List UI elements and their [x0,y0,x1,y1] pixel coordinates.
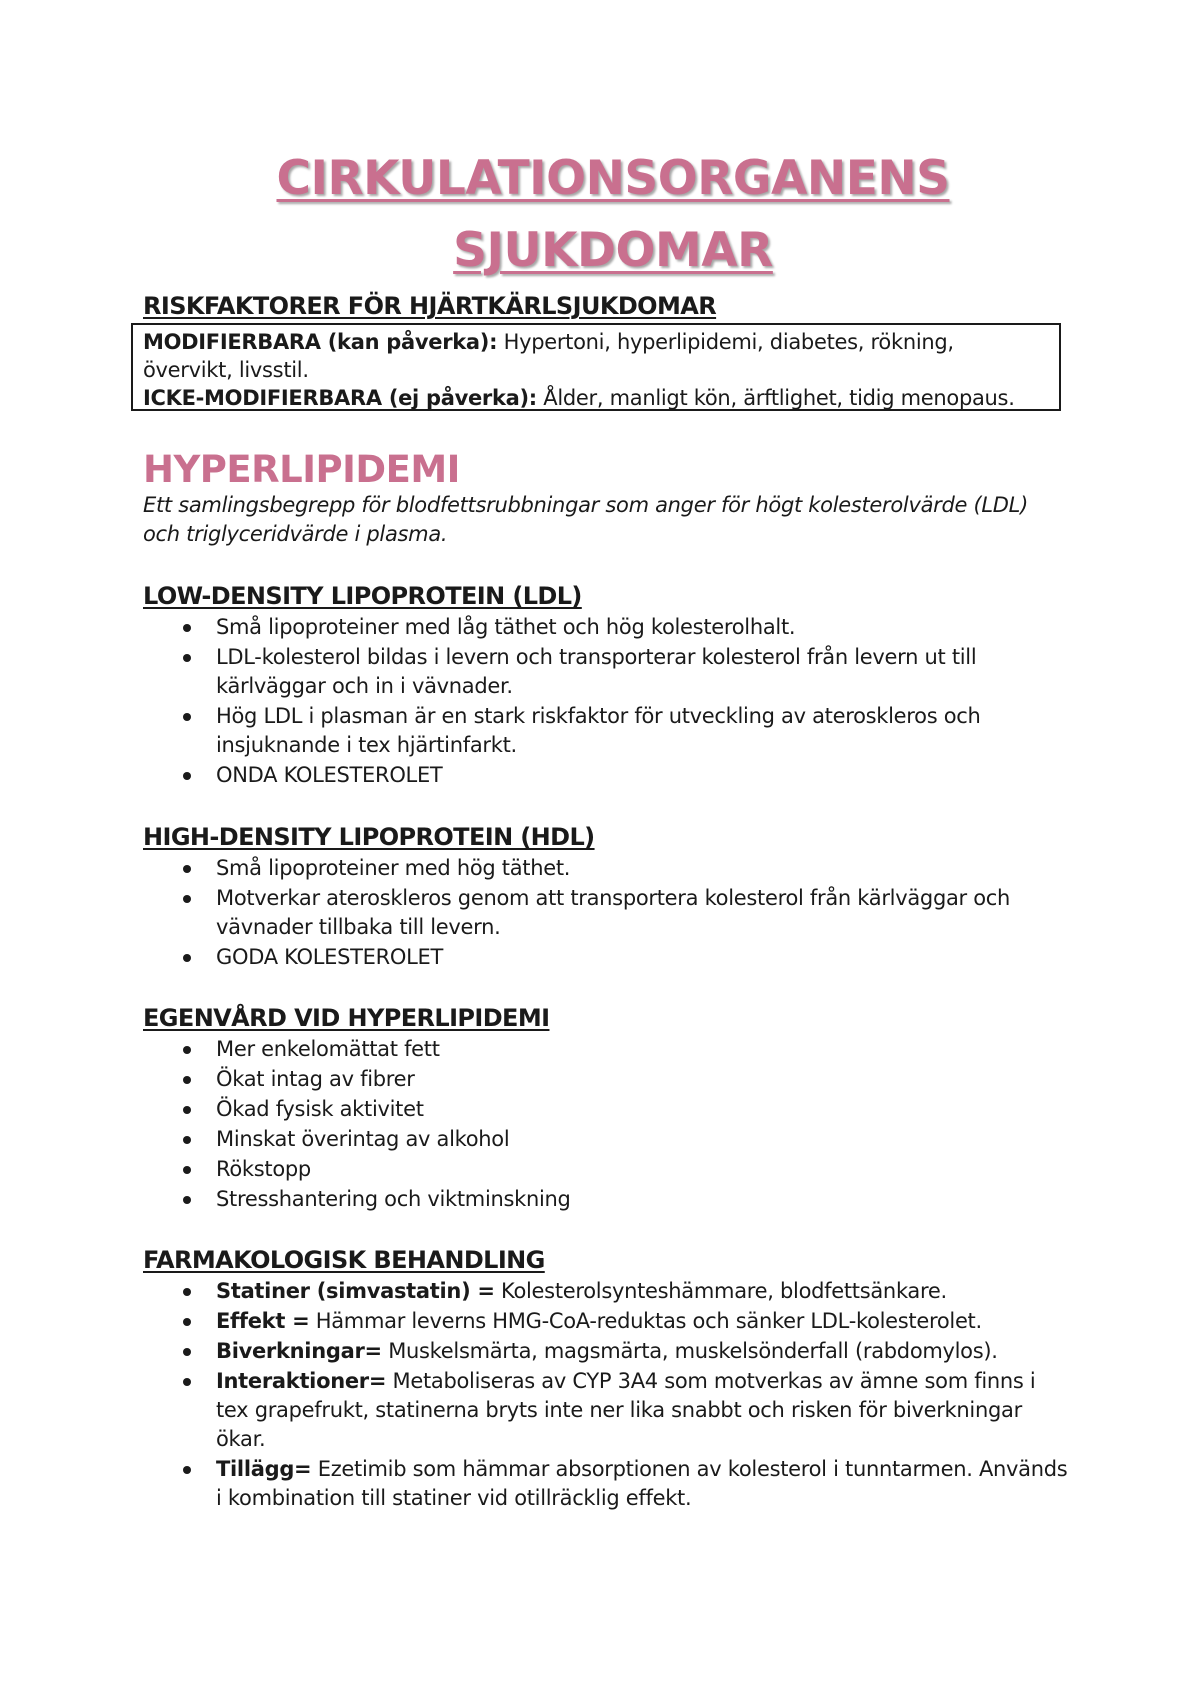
modifiable-label: MODIFIERBARA (kan påverka): [143,330,498,354]
ldl-list [143,613,1073,791]
hyperlipidemi-definition: Ett samlingsbegrepp för blodfettsrubbningar som anger för högt kolesterolvärde (LDL) och triglyceridvärde i plasma. [143,493,1028,546]
item-text: Metaboliseras av CYP 3A4 som motverkas av ämne som finns i tex grapefrukt, statinerna bryts inte ner lika snabbt och risken för biverkningar ökar. [216,1369,1036,1451]
item-label: Biverkningar= [216,1339,382,1363]
item-text: Ezetimib som hämmar absorptionen av kolesterol i tunntarmen. Används i kombination till statiner vid otillräcklig effekt. [216,1457,1068,1510]
item-label: Effekt = [216,1309,310,1333]
egenvard-heading: EGENVÅRD VID HYPERLIPIDEMI [143,1004,550,1032]
list-item: Små lipoproteiner med låg täthet och hög kolesterolhalt. [143,613,1073,642]
list-item [143,1337,1073,1366]
modifiable-row [143,328,1049,384]
list-item: Stresshantering och viktminskning [143,1185,1073,1214]
farmakologisk-heading: FARMAKOLOGISK BEHANDLING [143,1246,545,1274]
list-item: Rökstopp [143,1155,1073,1184]
list-item: LDL-kolesterol bildas i levern och transporterar kolesterol från levern ut till kärlväggar och in i vävnader. [143,643,1073,701]
item-text: Hämmar leverns HMG-CoA-reduktas och sänker LDL-kolesterolet. [309,1309,982,1333]
list-item: Minskat överintag av alkohol [143,1125,1073,1154]
list-item [143,1277,1073,1306]
hyperlipidemi-heading: HYPERLIPIDEMI [143,448,460,491]
nonmodifiable-row [143,384,1049,412]
list-item: Mer enkelomättat fett [143,1035,1073,1064]
item-label: Tillägg= [216,1457,312,1481]
list-item: Hög LDL i plasman är en stark riskfaktor för utveckling av ateroskleros och insjuknande i tex hjärtinfarkt. [143,702,1073,760]
list-item [143,1367,1073,1454]
hdl-heading: HIGH-DENSITY LIPOPROTEIN (HDL) [143,823,595,851]
list-item: Små lipoproteiner med hög täthet. [143,854,1073,883]
list-item [143,1455,1073,1513]
risk-heading: RISKFAKTORER FÖR HJÄRTKÄRLSJUKDOMAR [143,292,717,320]
risk-factors-box [131,323,1061,411]
list-item: Motverkar ateroskleros genom att transportera kolesterol från kärlväggar och vävnader tillbaka till levern. [143,884,1073,942]
item-text: Kolesterolsynteshämmare, blodfettsänkare. [494,1279,947,1303]
modifiable-text: Hypertoni, hyperlipidemi, diabetes, rökning, övervikt, livsstil. [143,330,954,382]
page-title-line1: CIRKULATIONSORGANENS [276,151,950,206]
list-item [143,1307,1073,1336]
nonmodifiable-text: Ålder, manligt kön, ärftlighet, tidig menopaus. [543,386,1015,410]
item-text: Muskelsmärta, magsmärta, muskelsönderfall (rabdomylos). [381,1339,998,1363]
list-item: Ökat intag av fibrer [143,1065,1073,1094]
egenvard-list [143,1035,1073,1215]
list-item: ONDA KOLESTEROLET [143,761,1073,790]
item-label: Interaktioner= [216,1369,387,1393]
list-item: Ökad fysisk aktivitet [143,1095,1073,1124]
ldl-heading: LOW-DENSITY LIPOPROTEIN (LDL) [143,582,582,610]
item-label: Statiner (simvastatin) = [216,1279,495,1303]
page-title-line2: SJUKDOMAR [453,223,773,278]
hdl-list [143,854,1073,973]
nonmodifiable-label: ICKE-MODIFIERBARA (ej påverka): [143,386,537,410]
farmakologisk-list [143,1277,1073,1514]
list-item: GODA KOLESTEROLET [143,943,1073,972]
